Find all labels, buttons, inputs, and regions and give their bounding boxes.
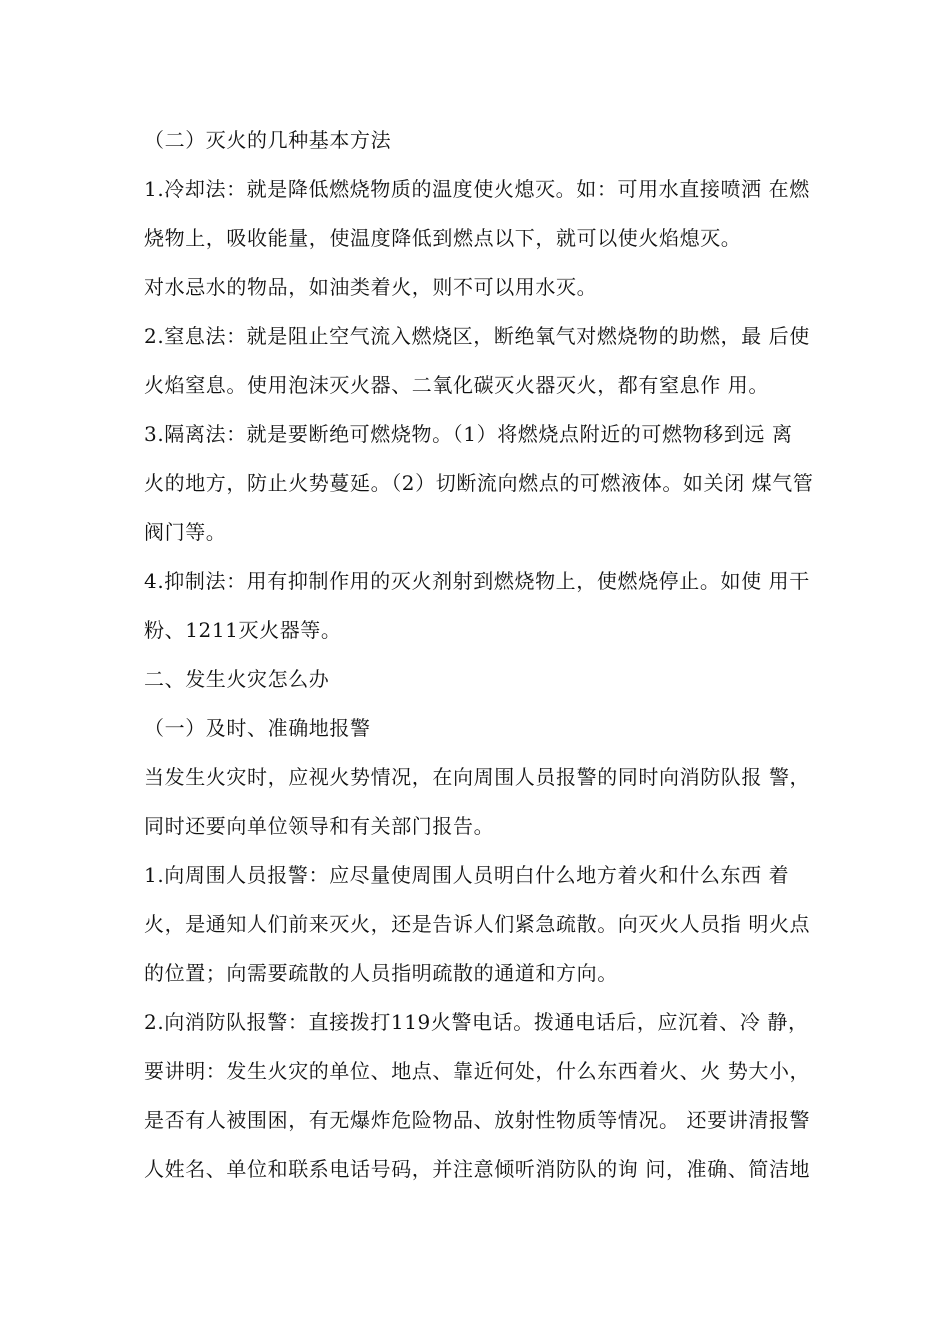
section-heading-fire-response: 二、发生火灾怎么办	[144, 667, 330, 691]
paragraph-isolation-line-1: 3.隔离法：就是要断绝可燃烧物。（1）将燃烧点附近的可燃物移到远 离	[144, 422, 793, 446]
paragraph-call-fire-dept-line-1: 2.向消防队报警：直接拨打119火警电话。拨通电话后，应沉着、冷 静，	[144, 1010, 809, 1034]
paragraph-isolation-line-2: 火的地方，防止火势蔓延。（2）切断流向燃点的可燃液体。如关闭 煤气管	[144, 471, 814, 495]
paragraph-alert-people-line-3: 的位置；向需要疏散的人员指明疏散的通道和方向。	[144, 961, 618, 985]
paragraph-alarm-intro-line-2: 同时还要向单位领导和有关部门报告。	[144, 814, 495, 838]
paragraph-call-fire-dept-line-4: 人姓名、单位和联系电话号码，并注意倾听消防队的询 问，准确、简洁地	[144, 1157, 811, 1181]
paragraph-call-fire-dept-line-3: 是否有人被围困，有无爆炸危险物品、放射性物质等情况。 还要讲清报警	[144, 1108, 811, 1132]
paragraph-alert-people-line-2: 火，是通知人们前来灭火，还是告诉人们紧急疏散。向灭火人员指 明火点	[144, 912, 811, 936]
paragraph-water-avoid: 对水忌水的物品，如油类着火，则不可以用水灭。	[144, 275, 598, 299]
paragraph-suppression-line-2: 粉、1211灭火器等。	[144, 618, 342, 642]
paragraph-call-fire-dept-line-2: 要讲明：发生火灾的单位、地点、靠近何处，什么东西着火、火 势大小，	[144, 1059, 811, 1083]
document-body	[144, 116, 824, 1194]
paragraph-isolation-line-3: 阀门等。	[144, 520, 227, 544]
subsection-heading-report-alarm: （一）及时、准确地报警	[144, 716, 371, 740]
paragraph-cooling-line-1: 1.冷却法：就是降低燃烧物质的温度使火熄灭。如：可用水直接喷洒 在燃	[144, 177, 810, 201]
paragraph-suppression-line-1: 4.抑制法：用有抑制作用的灭火剂射到燃烧物上，使燃烧停止。如使 用干	[144, 569, 810, 593]
paragraph-smothering-line-1: 2.窒息法：就是阻止空气流入燃烧区，断绝氧气对燃烧物的助燃，最 后使	[144, 324, 810, 348]
paragraph-alert-people-line-1: 1.向周围人员报警：应尽量使周围人员明白什么地方着火和什么东西 着	[144, 863, 790, 887]
paragraph-alarm-intro-line-1: 当发生火灾时，应视火势情况，在向周围人员报警的同时向消防队报 警，	[144, 765, 811, 789]
section-heading-extinguishing-methods: （二）灭火的几种基本方法	[144, 128, 392, 152]
paragraph-cooling-line-2: 烧物上，吸收能量，使温度降低到燃点以下，就可以使火焰熄灭。	[144, 226, 742, 250]
paragraph-smothering-line-2: 火焰窒息。使用泡沫灭火器、二氧化碳灭火器灭火，都有窒息作 用。	[144, 373, 769, 397]
